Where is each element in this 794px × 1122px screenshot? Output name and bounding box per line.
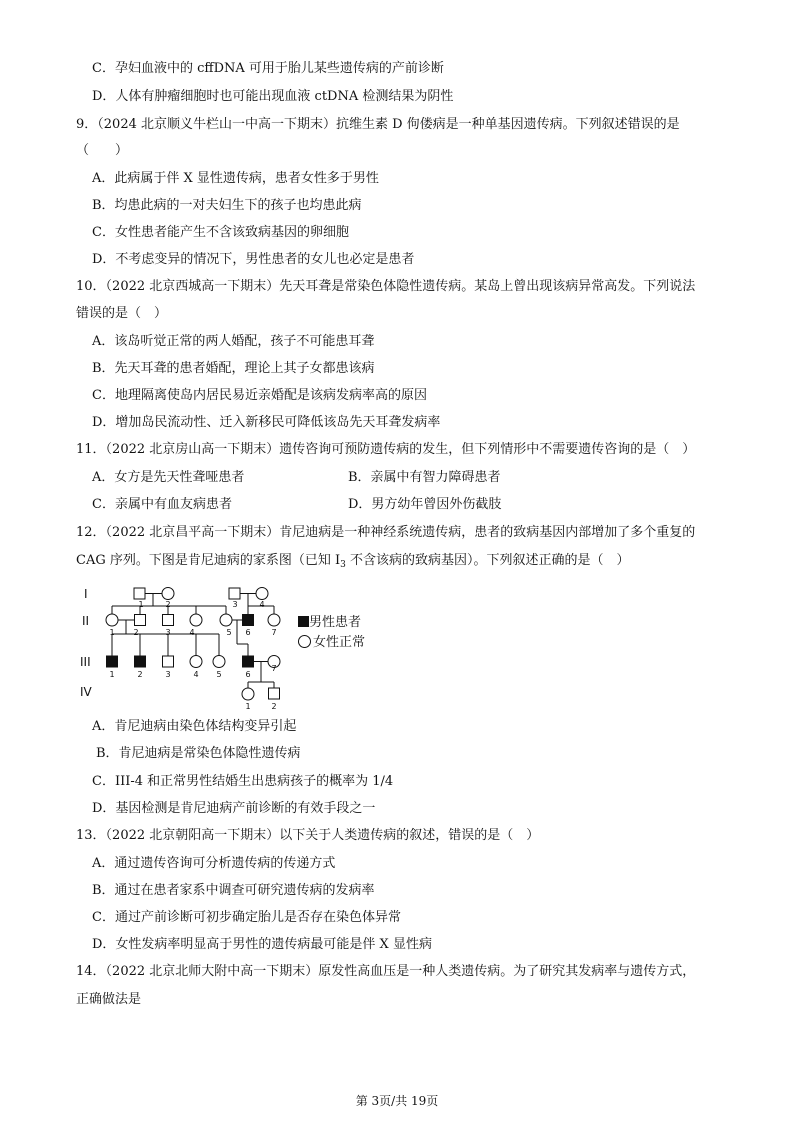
legend-female-normal-label: 女性正常 — [313, 635, 366, 650]
q13-stem: 13．（2022 北京朝阳高一下期末）以下关于人类遗传病的叙述，错误的是（ ） — [76, 828, 540, 843]
q12-option-b: B．肯尼迪病是常染色体隐性遗传病 — [96, 746, 301, 761]
q9-option-c: C．女性患者能产生不含该致病基因的卵细胞 — [92, 225, 349, 240]
q9-option-d: D．不考虑变异的情况下，男性患者的女儿也必定是患者 — [92, 252, 415, 267]
q8-option-c: C．孕妇血液中的 cffDNA 可用于胎儿某些遗传病的产前诊断 — [92, 61, 444, 76]
gen2-1-female-normal — [106, 614, 118, 626]
empty-circle-icon — [298, 635, 311, 648]
gen2-3-male-normal — [163, 615, 174, 626]
gen4-2-male-normal — [269, 688, 280, 699]
q13-option-b: B．通过在患者家系中调查可研究遗传病的发病率 — [92, 883, 375, 898]
q9-option-b: B．均患此病的一对夫妇生下的孩子也均患此病 — [92, 198, 362, 213]
q14-stem: 14．（2022 北京北师大附中高一下期末）原发性高血压是一种人类遗传病。为了研究其发病率与遗传方式， — [76, 964, 696, 979]
gen4-label-2: 2 — [271, 702, 277, 711]
q11-option-a: A．女方是先天性聋哑患者 — [92, 470, 245, 485]
pedigree-chart — [76, 584, 306, 714]
q8-option-d: D．人体有肿瘤细胞时也可能出现血液 ctDNA 检测结果为阴性 — [92, 89, 454, 104]
q12-stem-subscript: 3 — [340, 560, 346, 570]
gen3-label-2: 2 — [137, 670, 143, 679]
gen3-label-5: 5 — [216, 670, 222, 679]
q9-option-a: A．此病属于伴 X 显性遗传病，患者女性多于男性 — [92, 171, 379, 186]
legend-male-affected — [298, 611, 361, 630]
gen3-label-4: 4 — [193, 670, 199, 679]
q12-option-c: C．III-4 和正常男性结婚生出患病孩子的概率为 1/4 — [92, 774, 394, 789]
q9-answer-paren: （ ） — [76, 143, 129, 158]
filled-square-icon — [298, 616, 309, 627]
gen3-label-1: 1 — [109, 670, 115, 679]
gen2-label-2: 2 — [133, 628, 139, 637]
gen2-label-1: 1 — [109, 628, 115, 637]
gen2-4-female-normal — [190, 614, 202, 626]
q12-stem-part-a: CAG 序列。下图是肯尼迪病的家系图（已知 I — [76, 553, 341, 568]
legend-female-normal — [298, 631, 365, 650]
gen2-label-7: 7 — [271, 628, 277, 637]
gen2-label-5: 5 — [226, 628, 232, 637]
gen1-label-4: 4 — [259, 600, 265, 609]
q12-stem-cont — [76, 552, 630, 574]
q11-option-b: B．亲属中有智力障碍患者 — [348, 470, 501, 485]
gen-label-i: I — [84, 587, 88, 601]
gen1-2-female-normal — [162, 588, 174, 600]
gen3-label-3: 3 — [165, 670, 171, 679]
gen-label-ii: II — [82, 614, 90, 628]
gen2-6-male-affected — [243, 615, 254, 626]
gen3-6-male-affected — [243, 656, 254, 667]
gen3-1-male-affected — [107, 656, 118, 667]
gen-label-iii: III — [80, 655, 91, 669]
gen2-label-6: 6 — [245, 628, 251, 637]
gen1-4-female-normal — [256, 588, 268, 600]
gen3-label-7: 7 — [271, 664, 277, 673]
legend-male-affected-label: 男性患者 — [309, 615, 362, 630]
q12-stem: 12．（2022 北京昌平高一下期末）肯尼迪病是一种神经系统遗传病，患者的致病基因内部增加了多个重复的 — [76, 525, 696, 540]
gen2-label-3: 3 — [165, 628, 171, 637]
q11-option-d: D．男方幼年曾因外伤截肢 — [348, 497, 502, 512]
gen1-label-2: 2 — [165, 600, 171, 609]
q10-option-c: C．地理隔离使岛内居民易近亲婚配是该病发病率高的原因 — [92, 388, 427, 403]
gen1-label-3: 3 — [232, 600, 238, 609]
gen4-label-1: 1 — [245, 702, 251, 711]
gen1-1-male-normal — [134, 588, 145, 599]
q14-stem-cont: 正确做法是 — [76, 992, 142, 1007]
q10-stem: 10．（2022 北京西城高一下期末）先天耳聋是常染色体隐性遗传病。某岛上曾出现该病异常高发。下列说法 — [76, 279, 696, 294]
q10-option-a: A．该岛听觉正常的两人婚配，孩子不可能患耳聋 — [92, 334, 375, 349]
gen2-7-female-normal — [268, 614, 280, 626]
gen3-3-male-normal — [163, 656, 174, 667]
q10-stem-cont: 错误的是（ ） — [76, 306, 168, 321]
q10-option-b: B．先天耳聋的患者婚配，理论上其子女都患该病 — [92, 361, 375, 376]
q12-option-d: D．基因检测是肯尼迪病产前诊断的有效手段之一 — [92, 801, 376, 816]
gen-label-iv: IV — [80, 685, 92, 699]
gen3-4-female-normal — [190, 656, 202, 668]
gen3-2-male-affected — [135, 656, 146, 667]
q12-stem-part-b: 不含该病的致病基因）。下列叙述正确的是（ ） — [345, 553, 630, 568]
gen2-2-male-normal — [135, 615, 146, 626]
gen1-label-1: 1 — [138, 600, 144, 609]
gen1-3-male-normal — [229, 588, 240, 599]
q9-stem: 9．（2024 北京顺义牛栏山一中高一下期末）抗维生素 D 佝偻病是一种单基因遗传病。下列叙述错误的是 — [76, 117, 680, 132]
gen2-label-4: 4 — [189, 628, 195, 637]
page-footer: 第 3页/共 19页 — [355, 1094, 439, 1108]
gen3-5-female-normal — [213, 656, 225, 668]
gen2-5-female-normal — [220, 614, 232, 626]
q10-option-d: D．增加岛民流动性、迁入新移民可降低该岛先天耳聋发病率 — [92, 415, 441, 430]
gen4-1-female-normal — [242, 688, 254, 700]
q13-option-c: C．通过产前诊断可初步确定胎儿是否存在染色体异常 — [92, 910, 401, 925]
q11-option-c: C．亲属中有血友病患者 — [92, 497, 232, 512]
q12-option-a: A．肯尼迪病由染色体结构变异引起 — [92, 719, 297, 734]
q13-option-d: D．女性发病率明显高于男性的遗传病最可能是伴 X 显性病 — [92, 937, 432, 952]
q11-stem: 11．（2022 北京房山高一下期末）遗传咨询可预防遗传病的发生，但下列情形中不需要遗传咨询的是（ ） — [76, 442, 696, 457]
gen3-label-6: 6 — [245, 670, 251, 679]
q13-option-a: A．通过遗传咨询可分析遗传病的传递方式 — [92, 856, 336, 871]
